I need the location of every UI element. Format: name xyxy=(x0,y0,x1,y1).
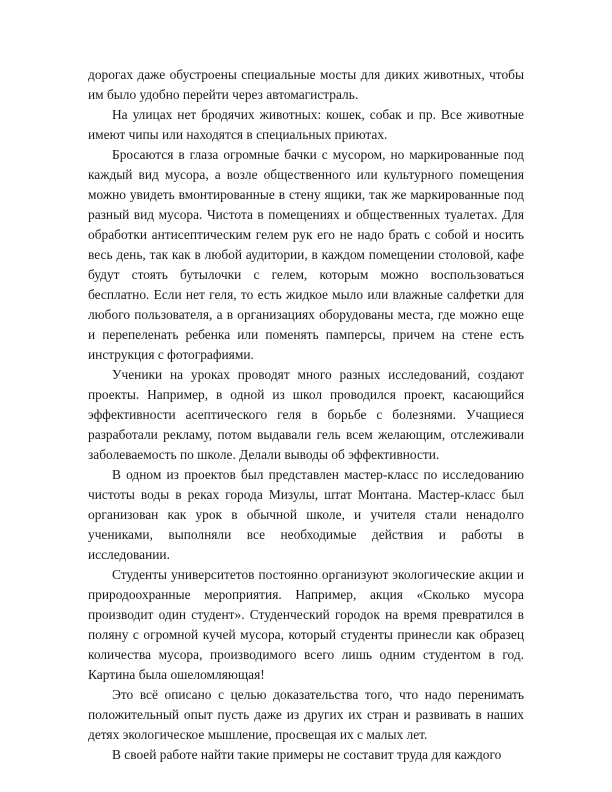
paragraph-final: В своей работе найти такие примеры не составит труда для каждого xyxy=(112,747,502,762)
paragraph-stray-animals: На улицах нет бродячих животных: кошек, собак и пр. Все животные имеют чипы или находятся в специальных приютах. xyxy=(88,107,524,142)
paragraph-waste-bins: Бросаются в глаза огромные бачки с мусором, но маркированные под каждый вид мусора, а возле общественного или культурного помещения можно увидеть вмонтированные в стену ящики, так же маркированные под разный вид мусора. Чистота в помещениях и общественных туалетах. Для обработки антисептическим гелем рук его не надо брать с собой и носить весь день, так как в любой аудитории, в каждом помещении столовой, кафе будут стоять бутылочки с гелем, которым можно воспользоваться бесплатно. Если нет геля, то есть жидкое мыло или влажные салфетки для любого пользователя, а в организациях оборудованы места, где можно еще и перепеленать ребенка или поменять памперсы, причем на стене есть инструкция с фотографиями. xyxy=(88,147,524,362)
paragraph-conclusion: Это всё описано с целью доказательства того, что надо перенимать положительный опыт пусть даже из других их стран и развивать в наших детях экологическое мышление, просвещая их с малых лет. xyxy=(88,687,524,742)
document-page xyxy=(88,65,524,765)
paragraph-university-actions: Студенты университетов постоянно организуют экологические акции и природоохранные мероприятия. Например, акция «Сколько мусора производит один студент». Студенческий городок на время превратился в поляну с огромной кучей мусора, который студенты принесли как образец количества мусора, производимого всего лишь одним студентом в год. Картина была ошеломляющая! xyxy=(88,567,524,682)
paragraph-bridges: дорогах даже обустроены специальные мосты для диких животных, чтобы им было удобно перейти через автомагистраль. xyxy=(88,67,524,102)
paragraph-master-class: В одном из проектов был представлен мастер-класс по исследованию чистоты воды в реках города Мизулы, штат Монтана. Мастер-класс был организован как урок в обычной школе, и учителя стали ненадолго учениками, выполняли все необходимые действия и работы в исследовании. xyxy=(88,467,524,562)
paragraph-student-projects: Ученики на уроках проводят много разных исследований, создают проекты. Например, в одной из школ проводился проект, касающийся эффективности асептического геля в борьбе с болезнями. Учащиеся разработали рекламу, потом выдавали гель всем желающим, отслеживали заболеваемость по школе. Делали выводы об эффективности. xyxy=(88,367,524,462)
